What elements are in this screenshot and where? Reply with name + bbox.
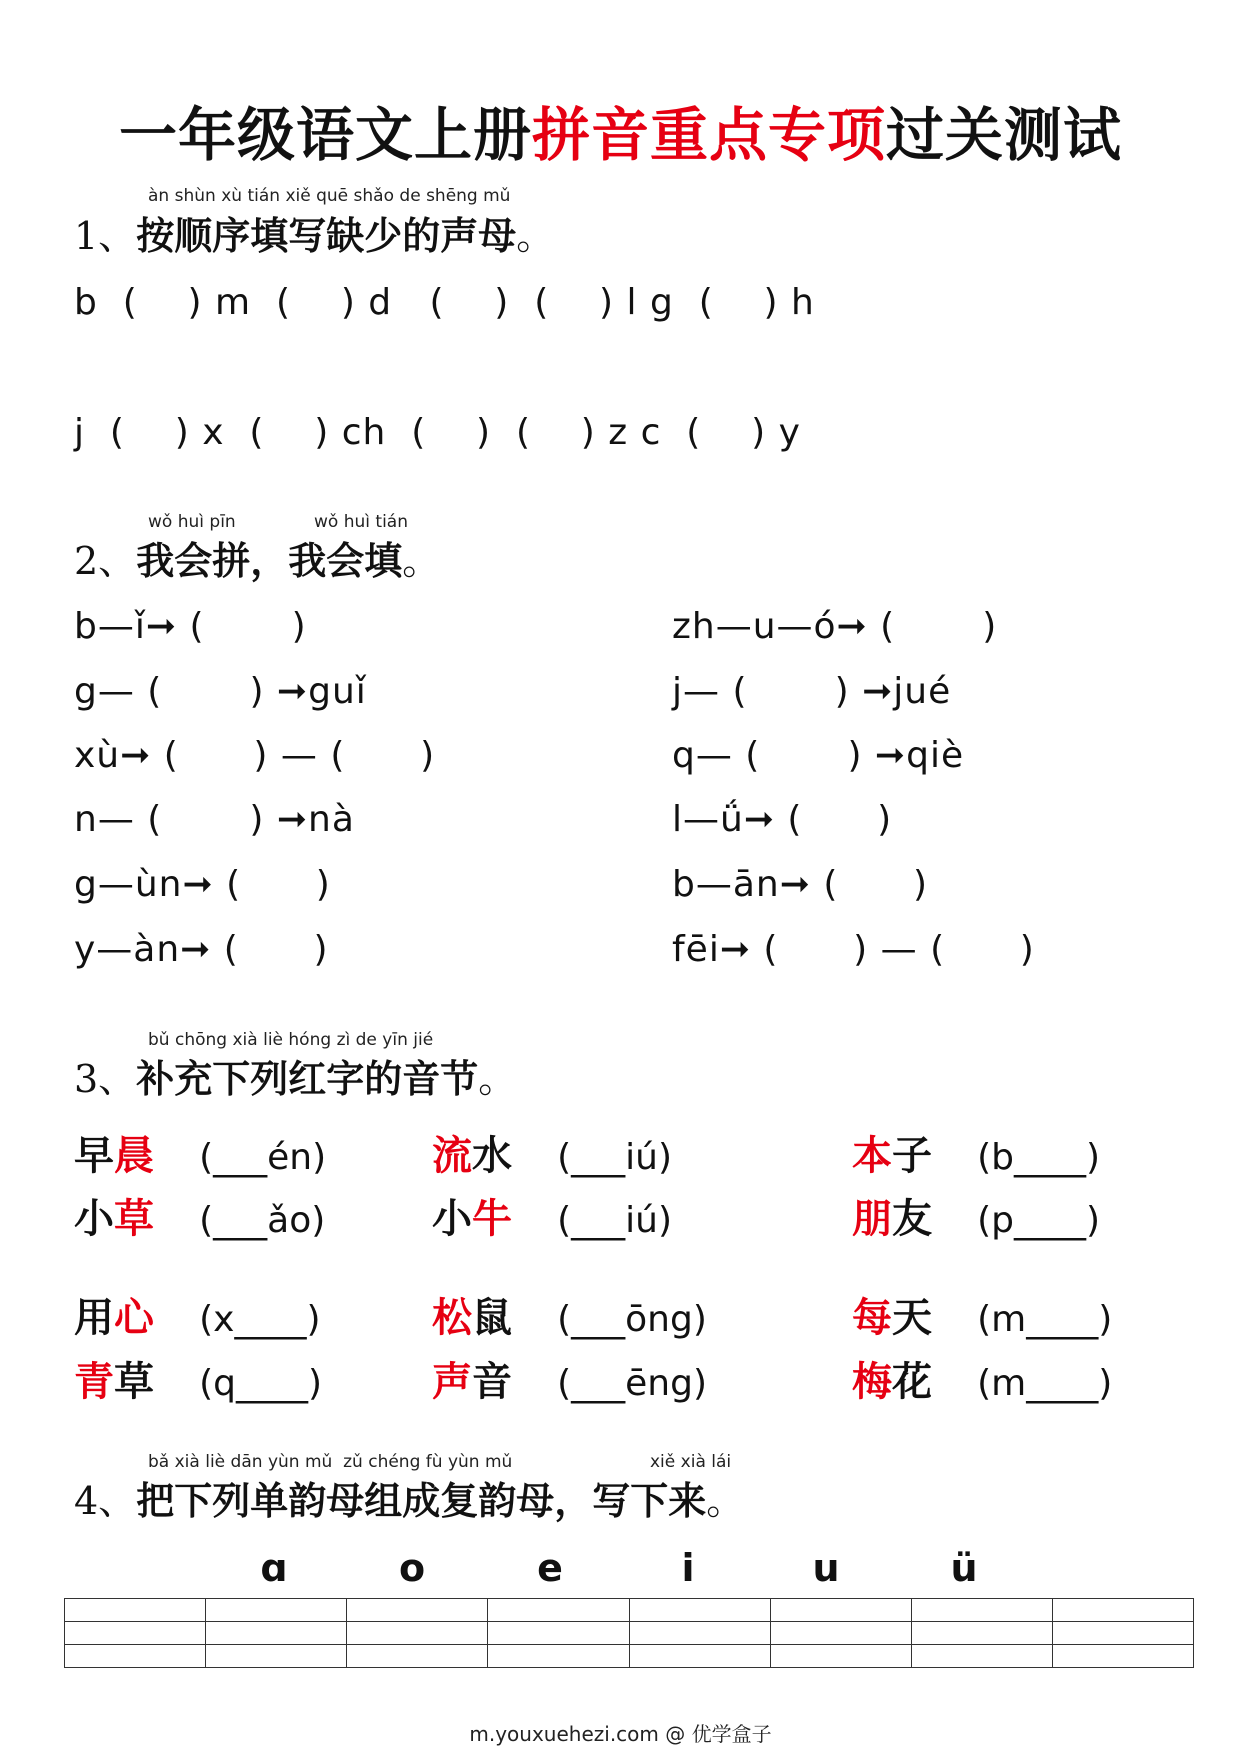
footer-watermark: m.youxuehezi.com @ 优学盒子: [469, 1722, 772, 1746]
grid-cell[interactable]: [629, 1645, 770, 1668]
char-b-red: 草: [114, 1195, 154, 1242]
grid-cell[interactable]: [911, 1599, 1052, 1622]
grid-cell[interactable]: [488, 1599, 629, 1622]
answer-blank[interactable]: (p____): [977, 1200, 1101, 1241]
vowel: e: [537, 1546, 563, 1590]
section-heading: 2、我会拼，我会填。: [74, 538, 441, 583]
syllable-item: [852, 1187, 1100, 1244]
answer-blank[interactable]: (___én): [199, 1137, 327, 1178]
grid-cell[interactable]: [1052, 1645, 1193, 1668]
answer-blank[interactable]: (x____): [199, 1299, 321, 1340]
char-b-red: 晨: [114, 1132, 154, 1179]
section-heading: 3、补充下列红字的音节。: [74, 1056, 517, 1101]
char-a-red: 每: [852, 1294, 892, 1341]
spelling-item: g—ùn➞ ( ): [74, 864, 331, 905]
consonant-row-2: j ( ) x ( ) ch ( ) ( ) z c ( ) y: [74, 412, 801, 453]
grid-cell[interactable]: [1052, 1622, 1193, 1645]
grid-cell[interactable]: [488, 1645, 629, 1668]
syllable-item: [74, 1187, 325, 1244]
grid-cell[interactable]: [911, 1645, 1052, 1668]
grid-cell[interactable]: [629, 1599, 770, 1622]
pinyin-annotation: wǒ huì pīn: [148, 512, 236, 532]
grid-cell[interactable]: [347, 1599, 488, 1622]
char-b: 草: [114, 1358, 154, 1405]
char-a-red: 松: [432, 1294, 472, 1341]
vowel: i: [681, 1546, 695, 1590]
spelling-item: q— ( ) ➞qiè: [672, 735, 965, 776]
pinyin-annotation: àn shùn xù tián xiě quē shǎo de shēng mǔ: [148, 186, 511, 206]
grid-cell[interactable]: [770, 1599, 911, 1622]
grid-cell[interactable]: [770, 1645, 911, 1668]
char-a-red: 青: [74, 1358, 114, 1405]
char-a: 用: [74, 1294, 114, 1341]
char-b: 鼠: [472, 1294, 512, 1341]
spelling-item: j— ( ) ➞jué: [672, 671, 952, 712]
grid-cell[interactable]: [1052, 1599, 1193, 1622]
vowel: u: [812, 1546, 840, 1590]
answer-blank[interactable]: (q____): [199, 1363, 323, 1404]
char-a: 早: [74, 1132, 114, 1179]
consonant-row-1: b ( ) m ( ) d ( ) ( ) l g ( ) h: [74, 282, 815, 323]
spelling-item: fēi➞ ( ) — ( ): [672, 929, 1035, 970]
answer-blank[interactable]: (___ōng): [557, 1299, 707, 1340]
char-a-red: 声: [432, 1358, 472, 1405]
char-a-red: 流: [432, 1132, 472, 1179]
char-b: 水: [472, 1132, 512, 1179]
char-b: 子: [892, 1132, 932, 1179]
char-b: 天: [892, 1294, 932, 1341]
pinyin-annotation: bǎ xià liè dān yùn mǔ zǔ chéng fù yùn mǔ: [148, 1452, 513, 1472]
grid-cell[interactable]: [206, 1622, 347, 1645]
char-b: 音: [472, 1358, 512, 1405]
title-part-1: 一年级语文上册: [118, 101, 532, 169]
spelling-item: b—ān➞ ( ): [672, 864, 929, 905]
spelling-item: n— ( ) ➞nà: [74, 799, 355, 840]
answer-blank[interactable]: (b____): [977, 1137, 1101, 1178]
page-title: [0, 88, 1241, 172]
syllable-item: [432, 1124, 672, 1181]
grid-cell[interactable]: [770, 1622, 911, 1645]
pinyin-annotation: bǔ chōng xià liè hóng zì de yīn jié: [148, 1030, 434, 1050]
section-heading: 4、把下列单韵母组成复韵母，写下来。: [74, 1478, 745, 1523]
grid-cell[interactable]: [206, 1599, 347, 1622]
section-heading: 1、按顺序填写缺少的声母。: [74, 213, 555, 258]
grid-cell[interactable]: [488, 1622, 629, 1645]
syllable-item: [432, 1350, 707, 1407]
pinyin-annotation: wǒ huì tián: [314, 512, 408, 532]
char-a: 小: [74, 1195, 114, 1242]
spelling-item: xù➞ ( ) — ( ): [74, 735, 436, 776]
grid-cell[interactable]: [347, 1645, 488, 1668]
answer-blank[interactable]: (___iú): [557, 1200, 673, 1241]
syllable-item: [852, 1124, 1100, 1181]
char-b-red: 牛: [472, 1195, 512, 1242]
vowel: o: [398, 1546, 426, 1590]
syllable-item: [852, 1286, 1112, 1343]
char-a-red: 朋: [852, 1195, 892, 1242]
spelling-item: zh—u—ó➞ ( ): [672, 606, 998, 647]
char-b: 花: [892, 1358, 932, 1405]
grid-cell[interactable]: [65, 1599, 206, 1622]
char-a-red: 本: [852, 1132, 892, 1179]
spelling-item: g— ( ) ➞guǐ: [74, 671, 367, 712]
spelling-item: l—ǘ➞ ( ): [672, 799, 893, 840]
grid-cell[interactable]: [65, 1622, 206, 1645]
spelling-item: y—àn➞ ( ): [74, 929, 329, 970]
syllable-item: [852, 1350, 1112, 1407]
char-a-red: 梅: [852, 1358, 892, 1405]
title-part-2: 拼音重点专项: [531, 101, 886, 169]
writing-grid: [64, 1598, 1194, 1668]
grid-cell[interactable]: [347, 1622, 488, 1645]
pinyin-annotation: xiě xià lái: [650, 1452, 732, 1472]
answer-blank[interactable]: (___ǎo): [199, 1200, 326, 1241]
syllable-item: [74, 1124, 326, 1181]
spelling-item: b—ǐ➞ ( ): [74, 606, 307, 647]
grid-cell[interactable]: [629, 1622, 770, 1645]
grid-cell[interactable]: [911, 1622, 1052, 1645]
syllable-item: [432, 1286, 707, 1343]
char-a: 小: [432, 1195, 472, 1242]
answer-blank[interactable]: (m____): [977, 1299, 1113, 1340]
char-b: 友: [892, 1195, 932, 1242]
grid-cell[interactable]: [206, 1645, 347, 1668]
answer-blank[interactable]: (___iú): [557, 1137, 673, 1178]
vowel: ü: [950, 1546, 978, 1590]
syllable-item: [432, 1187, 672, 1244]
answer-blank[interactable]: (m____): [977, 1363, 1113, 1404]
vowel: ɑ: [260, 1546, 288, 1590]
title-part-3: 过关测试: [886, 101, 1123, 169]
char-b-red: 心: [114, 1294, 154, 1341]
grid-cell[interactable]: [65, 1645, 206, 1668]
syllable-item: [74, 1286, 321, 1343]
answer-blank[interactable]: (___ēng): [557, 1363, 707, 1404]
syllable-item: [74, 1350, 322, 1407]
